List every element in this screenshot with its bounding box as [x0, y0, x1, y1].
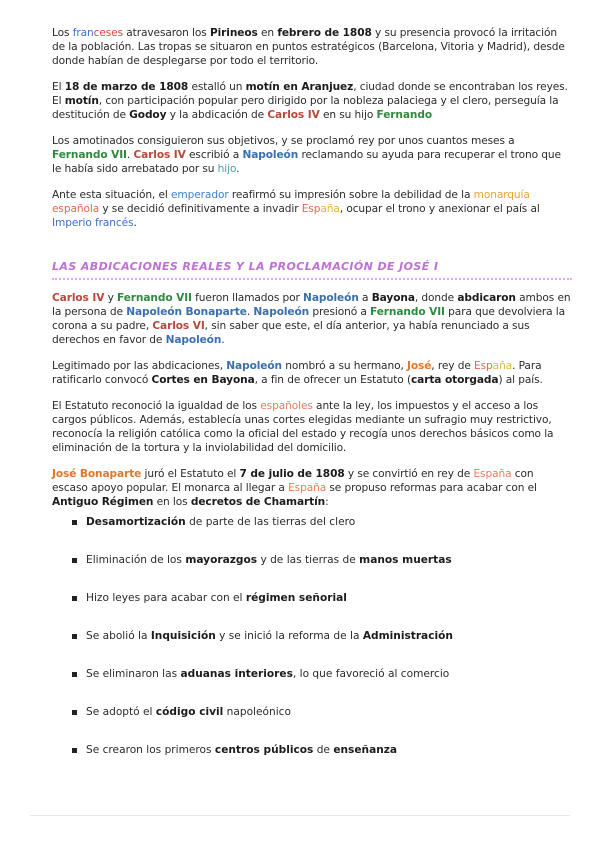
text: y la abdicación de — [166, 109, 268, 121]
text-emperador: emperador — [171, 189, 229, 201]
text-fernando: Fernando — [376, 109, 433, 121]
paragraph-legitimado — [52, 359, 572, 387]
text: en — [257, 27, 278, 39]
reform-list — [52, 515, 572, 781]
text-fernando: Fernando VII — [117, 292, 192, 304]
text: juró el Estatuto el — [141, 468, 240, 480]
text: , ciudad donde se encontraban los reyes. El — [52, 81, 568, 107]
text: y se inició la reforma de la — [215, 630, 363, 642]
text: , a fin de ofrecer un Estatuto ( — [254, 374, 411, 386]
text-bold: código civil — [155, 706, 224, 718]
text: napoleónico — [223, 706, 291, 718]
paragraph-amotinados — [52, 134, 572, 176]
text: reafirmó su impresión sobre la debilidad de la — [228, 189, 474, 201]
text-motin: motín en Aranjuez — [245, 81, 354, 93]
list-item — [72, 667, 572, 705]
bullet-icon — [72, 710, 77, 715]
text-fecha: 18 de marzo de 1808 — [64, 81, 189, 93]
text: reclamando su ayuda para recuperar el trono que le había sido arrebatado por su — [52, 149, 561, 175]
paragraph-emperador — [52, 188, 572, 230]
document-page — [52, 26, 572, 781]
text-carlos: Carlos IV — [133, 149, 186, 161]
text-napoleon: Napoleón — [242, 149, 299, 161]
text: Hizo leyes para acabar con el — [86, 592, 246, 604]
text-carlos: Carlos VI — [152, 320, 205, 332]
text: , lo que favoreció al comercio — [292, 668, 450, 680]
text: para que devolviera la corona a su padre, — [52, 306, 566, 332]
text: con escaso apoyo popular. El monarca al llegar a — [52, 468, 534, 494]
text: Ante esta situación, el — [52, 189, 171, 201]
text-napoleon: Napoleón — [165, 334, 222, 346]
text-napoleon: Napoleón — [226, 360, 282, 372]
text-bold: Desamortización — [86, 516, 186, 528]
text-jose-bonaparte: José Bonaparte — [52, 468, 142, 480]
list-item — [72, 591, 572, 629]
text-carlos: Carlos IV — [52, 292, 105, 304]
text: y — [104, 292, 118, 304]
text: Se eliminaron las — [86, 668, 181, 680]
text-bold: régimen señorial — [245, 592, 347, 604]
paragraph-abdicaciones — [52, 291, 572, 347]
bullet-icon — [72, 748, 77, 753]
paragraph-jose-bonaparte — [52, 467, 572, 509]
text-fecha: febrero de 1808 — [277, 27, 372, 39]
text: Se adoptó el — [86, 706, 156, 718]
text: en su hijo — [319, 109, 377, 121]
text: escribió a — [185, 149, 243, 161]
text-fernando: Fernando VII — [370, 306, 445, 318]
text-hijo: hijo — [217, 163, 237, 175]
text: Se crearon los primeros — [86, 744, 215, 756]
text: y su presencia provocó la irritación de la población. Las tropas se situaron en puntos estratégicos (Barcelona, Vitoria y Madrid), desde donde habían de desplegarse por todo el territorio. — [52, 27, 565, 67]
text: y se convirtió en rey de — [344, 468, 474, 480]
text: Los — [52, 27, 73, 39]
text: , ocupar el trono y anexionar el país al — [339, 203, 540, 215]
text-espana: España — [473, 468, 512, 480]
text-carta: carta otorgada — [410, 374, 499, 386]
bullet-icon — [72, 520, 77, 525]
text-imperio: Imperio francés — [52, 217, 134, 229]
text: a — [358, 292, 372, 304]
text: , donde — [414, 292, 458, 304]
text-bold: mayorazgos — [185, 554, 258, 566]
list-item — [72, 515, 572, 553]
text-godoy: Godoy — [129, 109, 167, 121]
text-carlos: Carlos IV — [267, 109, 320, 121]
text: , rey de — [431, 360, 475, 372]
text: de parte de las tierras del clero — [185, 516, 356, 528]
text-motin: motín — [64, 95, 99, 107]
text-franceses-b: ceses — [93, 27, 123, 39]
text: , con participación popular pero dirigido por la nobleza palaciega y el clero, perseguía la destitución de — [52, 95, 559, 121]
text-napoleon-bonaparte: Napoleón Bonaparte — [126, 306, 247, 318]
list-item — [72, 553, 572, 591]
text-pirineos: Pirineos — [209, 27, 258, 39]
text-franceses-a: fran — [72, 27, 94, 39]
text-antiguo-regimen: Antiguo Régimen — [52, 496, 154, 508]
text-cortes: Cortes en Bayona — [151, 374, 255, 386]
text-bayona: Bayona — [371, 292, 415, 304]
paragraph-estatuto — [52, 399, 572, 455]
paragraph-motin — [52, 80, 572, 122]
text-napoleon: Napoleón — [253, 306, 310, 318]
text-abdicaron: abdicaron — [457, 292, 516, 304]
text: . Para ratificarlo convocó — [52, 360, 542, 386]
text-jose: José — [406, 360, 432, 372]
text-espanola: española — [52, 203, 100, 215]
text: . — [133, 217, 137, 229]
text-espanoles: españoles — [260, 400, 313, 412]
text: El Estatuto reconoció la igualdad de los — [52, 400, 261, 412]
bullet-icon — [72, 596, 77, 601]
text-napoleon: Napoleón — [303, 292, 359, 304]
text: nombró a su hermano, — [282, 360, 407, 372]
text: y se decidió definitivamente a invadir — [99, 203, 302, 215]
text-espana-a: Esp — [474, 360, 493, 372]
text: en los — [153, 496, 191, 508]
bullet-icon — [72, 672, 77, 677]
text: estalló un — [188, 81, 246, 93]
text: ante la ley, los impuestos y el acceso a los cargos públicos. Además, establecía unas cortes elegidas mediante un sufragio muy restrictivo, reconocía la religión católica como la oficial del estado y recogía unos derechos básicos como la eliminación de la tortura y la inviolabilidad del domicilio. — [52, 400, 554, 454]
text: se propuso reformas para acabar con el — [326, 482, 537, 494]
section-heading: LAS ABDICACIONES REALES Y LA PROCLAMACIÓN DE JOSÉ I — [52, 260, 572, 280]
text-fernando: Fernando VII — [52, 149, 127, 161]
text-bold: aduanas interiores — [180, 668, 293, 680]
text: Legitimado por las abdicaciones, — [52, 360, 227, 372]
text-espana-a: Esp — [301, 203, 321, 215]
text: fueron llamados por — [191, 292, 304, 304]
text-espana-b: aña — [492, 360, 513, 372]
list-item — [72, 743, 572, 781]
text: . — [126, 149, 134, 161]
text-espana: España — [288, 482, 327, 494]
text-bold: manos muertas — [359, 554, 452, 566]
text: : — [325, 496, 329, 508]
text-bold: enseñanza — [333, 744, 398, 756]
text: Los amotinados consiguieron sus objetivos, y se proclamó rey por unos cuantos meses a — [52, 135, 515, 147]
text: de — [313, 744, 334, 756]
text: atravesaron los — [123, 27, 210, 39]
text: ) al país. — [498, 374, 543, 386]
text-bold: centros públicos — [214, 744, 314, 756]
text-espana-b: aña — [320, 203, 340, 215]
text: ambos en la persona de — [52, 292, 571, 318]
text: presionó a — [309, 306, 371, 318]
text: . — [236, 163, 240, 175]
text-fecha: 7 de julio de 1808 — [239, 468, 345, 480]
text: , sin saber que este, el día anterior, ya había renunciado a sus derechos en favor de — [52, 320, 530, 346]
footer-divider — [30, 815, 570, 816]
text-bold: Inquisición — [150, 630, 216, 642]
text-bold: Administración — [362, 630, 453, 642]
text-decretos: decretos de Chamartín — [190, 496, 326, 508]
paragraph-franceses — [52, 26, 572, 68]
text: y de las tierras de — [257, 554, 360, 566]
list-item — [72, 705, 572, 743]
text: Se abolió la — [86, 630, 151, 642]
text-monarquia: monarquía — [473, 189, 530, 201]
text: . — [246, 306, 254, 318]
bullet-icon — [72, 634, 77, 639]
bullet-icon — [72, 558, 77, 563]
text: El — [52, 81, 65, 93]
text: Eliminación de los — [86, 554, 186, 566]
text: . — [221, 334, 225, 346]
list-item — [72, 629, 572, 667]
